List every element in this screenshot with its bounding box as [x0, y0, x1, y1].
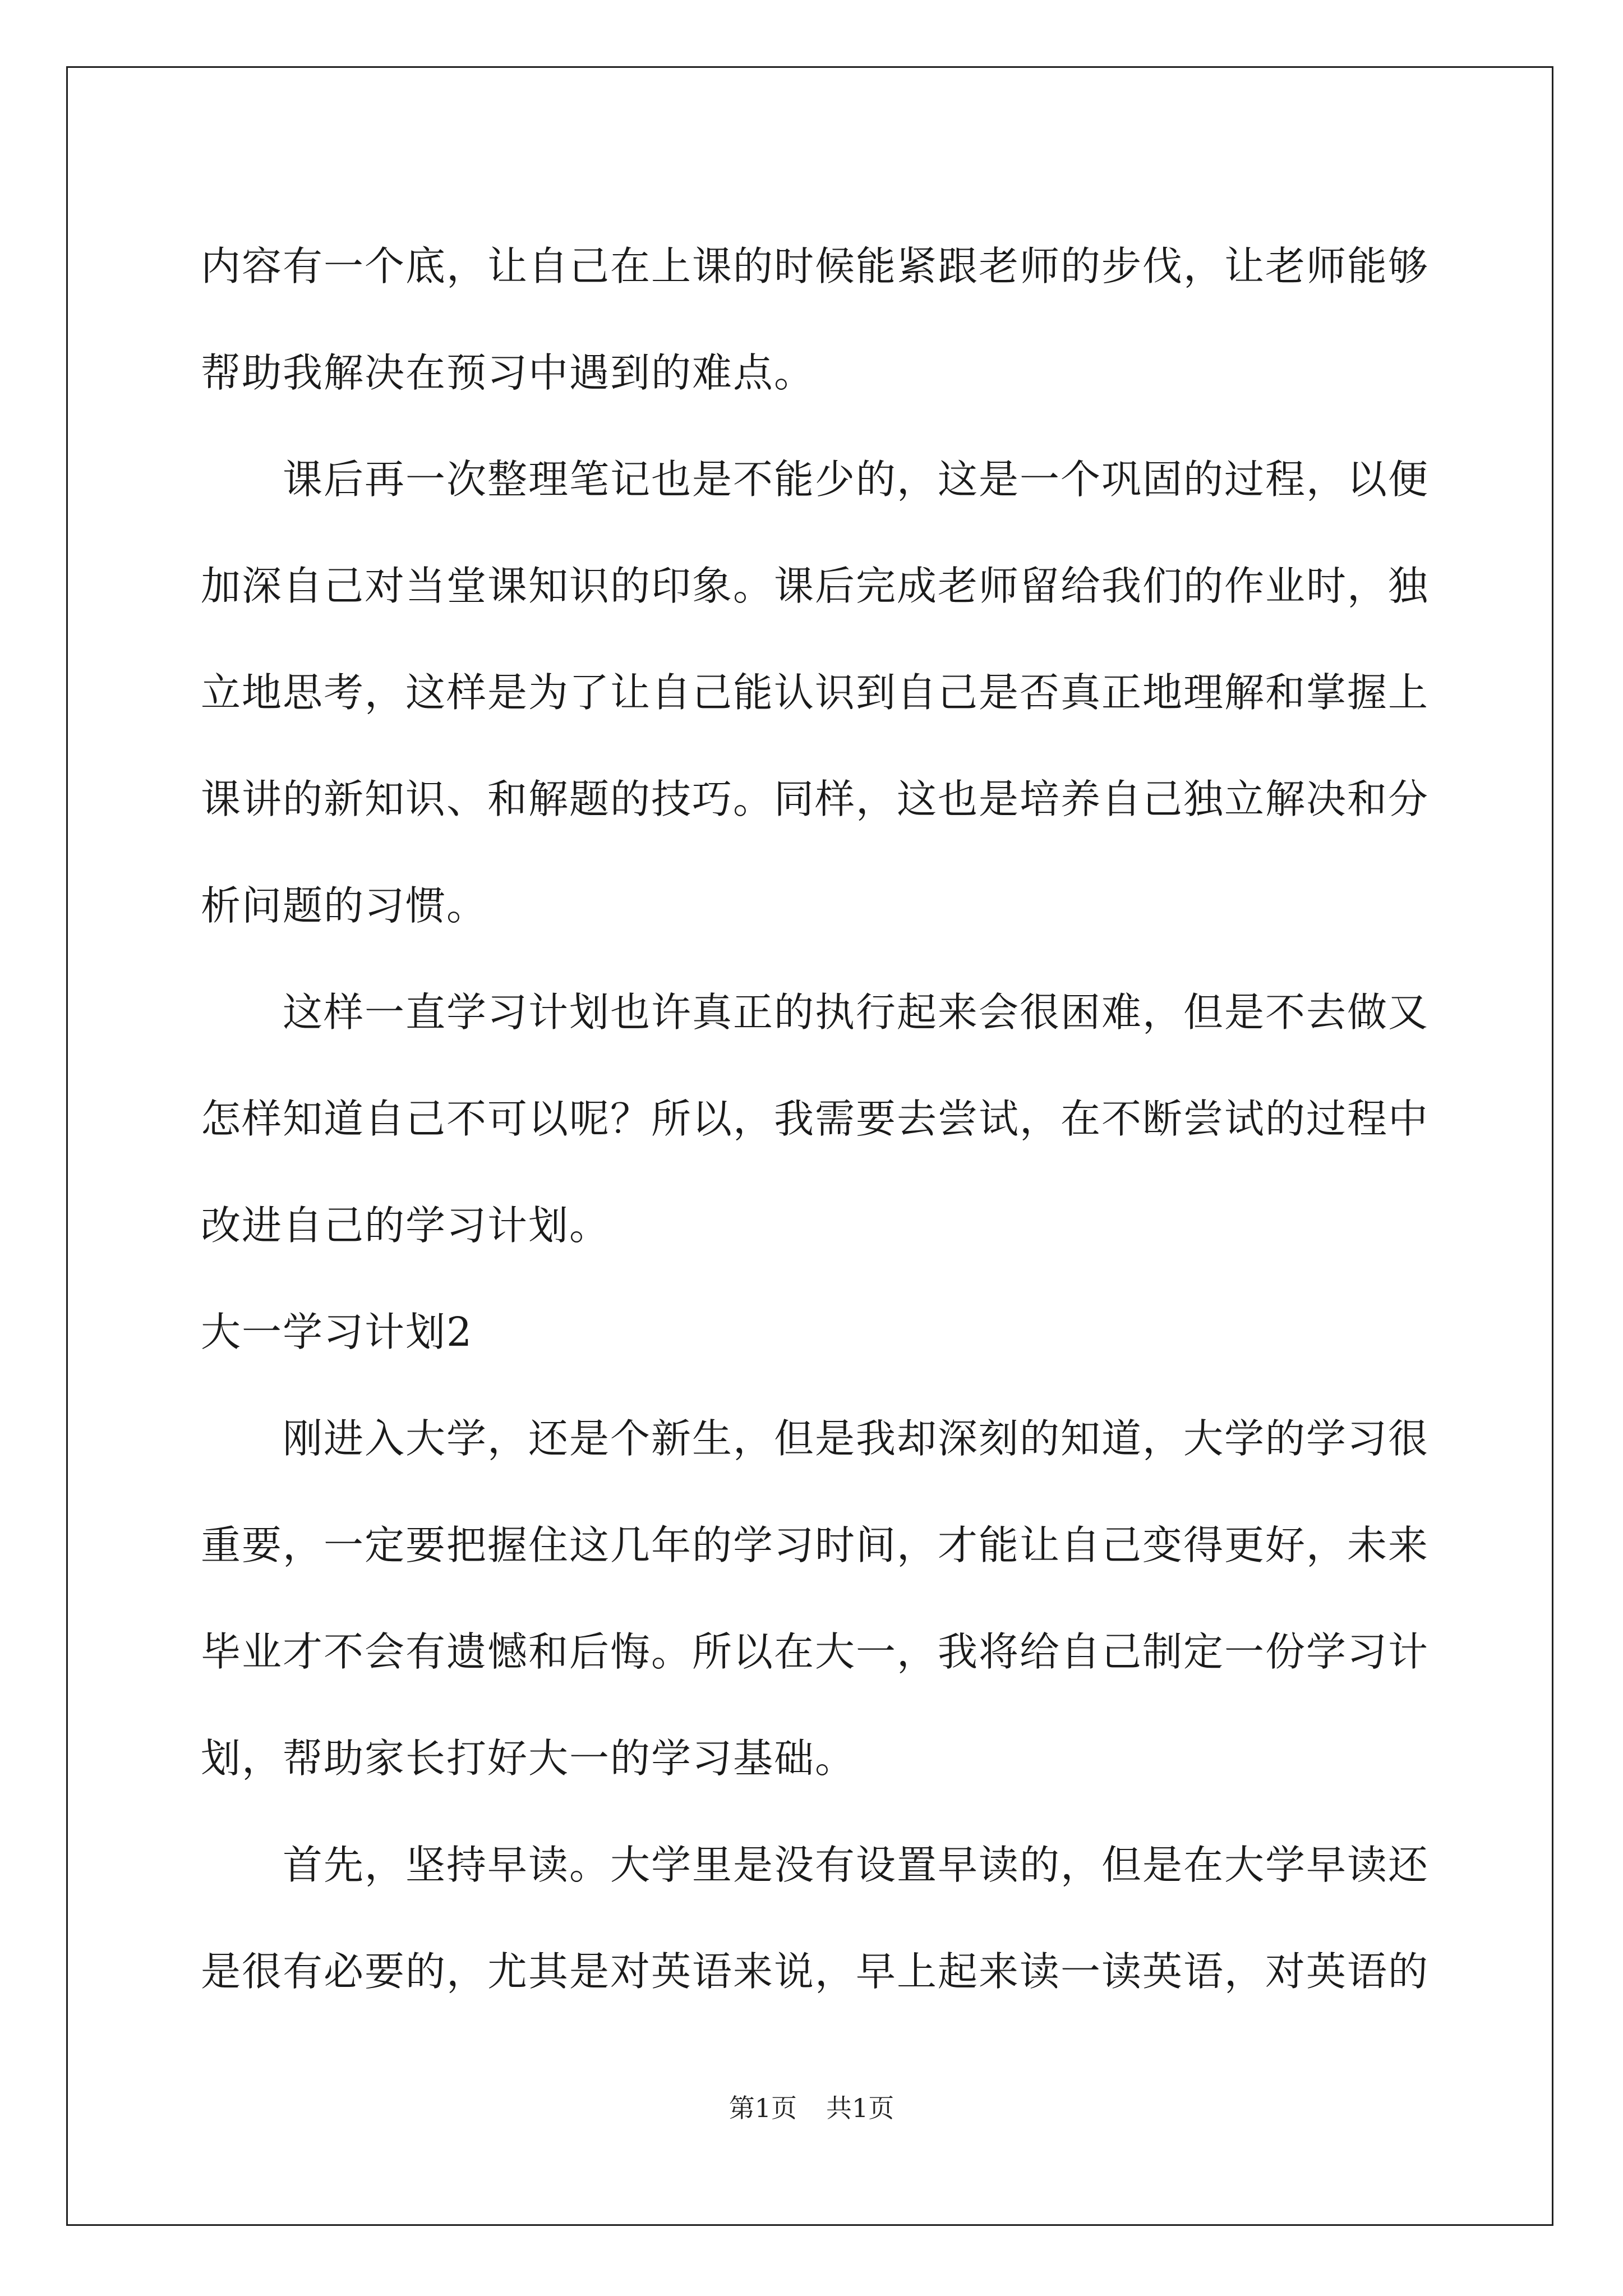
paragraph-5: 首先，坚持早读。大学里是没有设置早读的，但是在大学早读还是很有必要的，尤其是对英语来说，早上起来读一读英语，对英语的: [201, 1842, 1430, 1995]
section-heading: 大一学习计划2: [201, 1309, 473, 1355]
page-total: 共1页: [826, 2093, 895, 2123]
paragraph-1: 内容有一个底，让自己在上课的时候能紧跟老师的步伐，让老师能够帮助我解决在预习中遇到的难点。: [201, 243, 1430, 396]
paragraph-2: 课后再一次整理笔记也是不能少的，这是一个巩固的过程，以便加深自己对当堂课知识的印象。课后完成老师留给我们的作业时，独立地思考，这样是为了让自己能认识到自己是否真正地理解和掌握上课讲的新知识、和解题的技巧。同样，这也是培养自己独立解决和分析问题的习惯。: [201, 456, 1430, 929]
page-footer: [0, 2091, 1623, 2125]
page-number: 第1页: [728, 2093, 797, 2123]
paragraph-3: 这样一直学习计划也许真正的执行起来会很困难，但是不去做又怎样知道自己不可以呢？所以，我需要去尝试，在不断尝试的过程中改进自己的学习计划。: [201, 989, 1430, 1249]
paragraph-4: 刚进入大学，还是个新生，但是我却深刻的知道，大学的学习很重要，一定要把握住这几年的学习时间，才能让自己变得更好，未来毕业才不会有遗憾和后悔。所以在大一，我将给自己制定一份学习计划，帮助家长打好大一的学习基础。: [201, 1415, 1430, 1782]
document-body: [201, 213, 1429, 2025]
